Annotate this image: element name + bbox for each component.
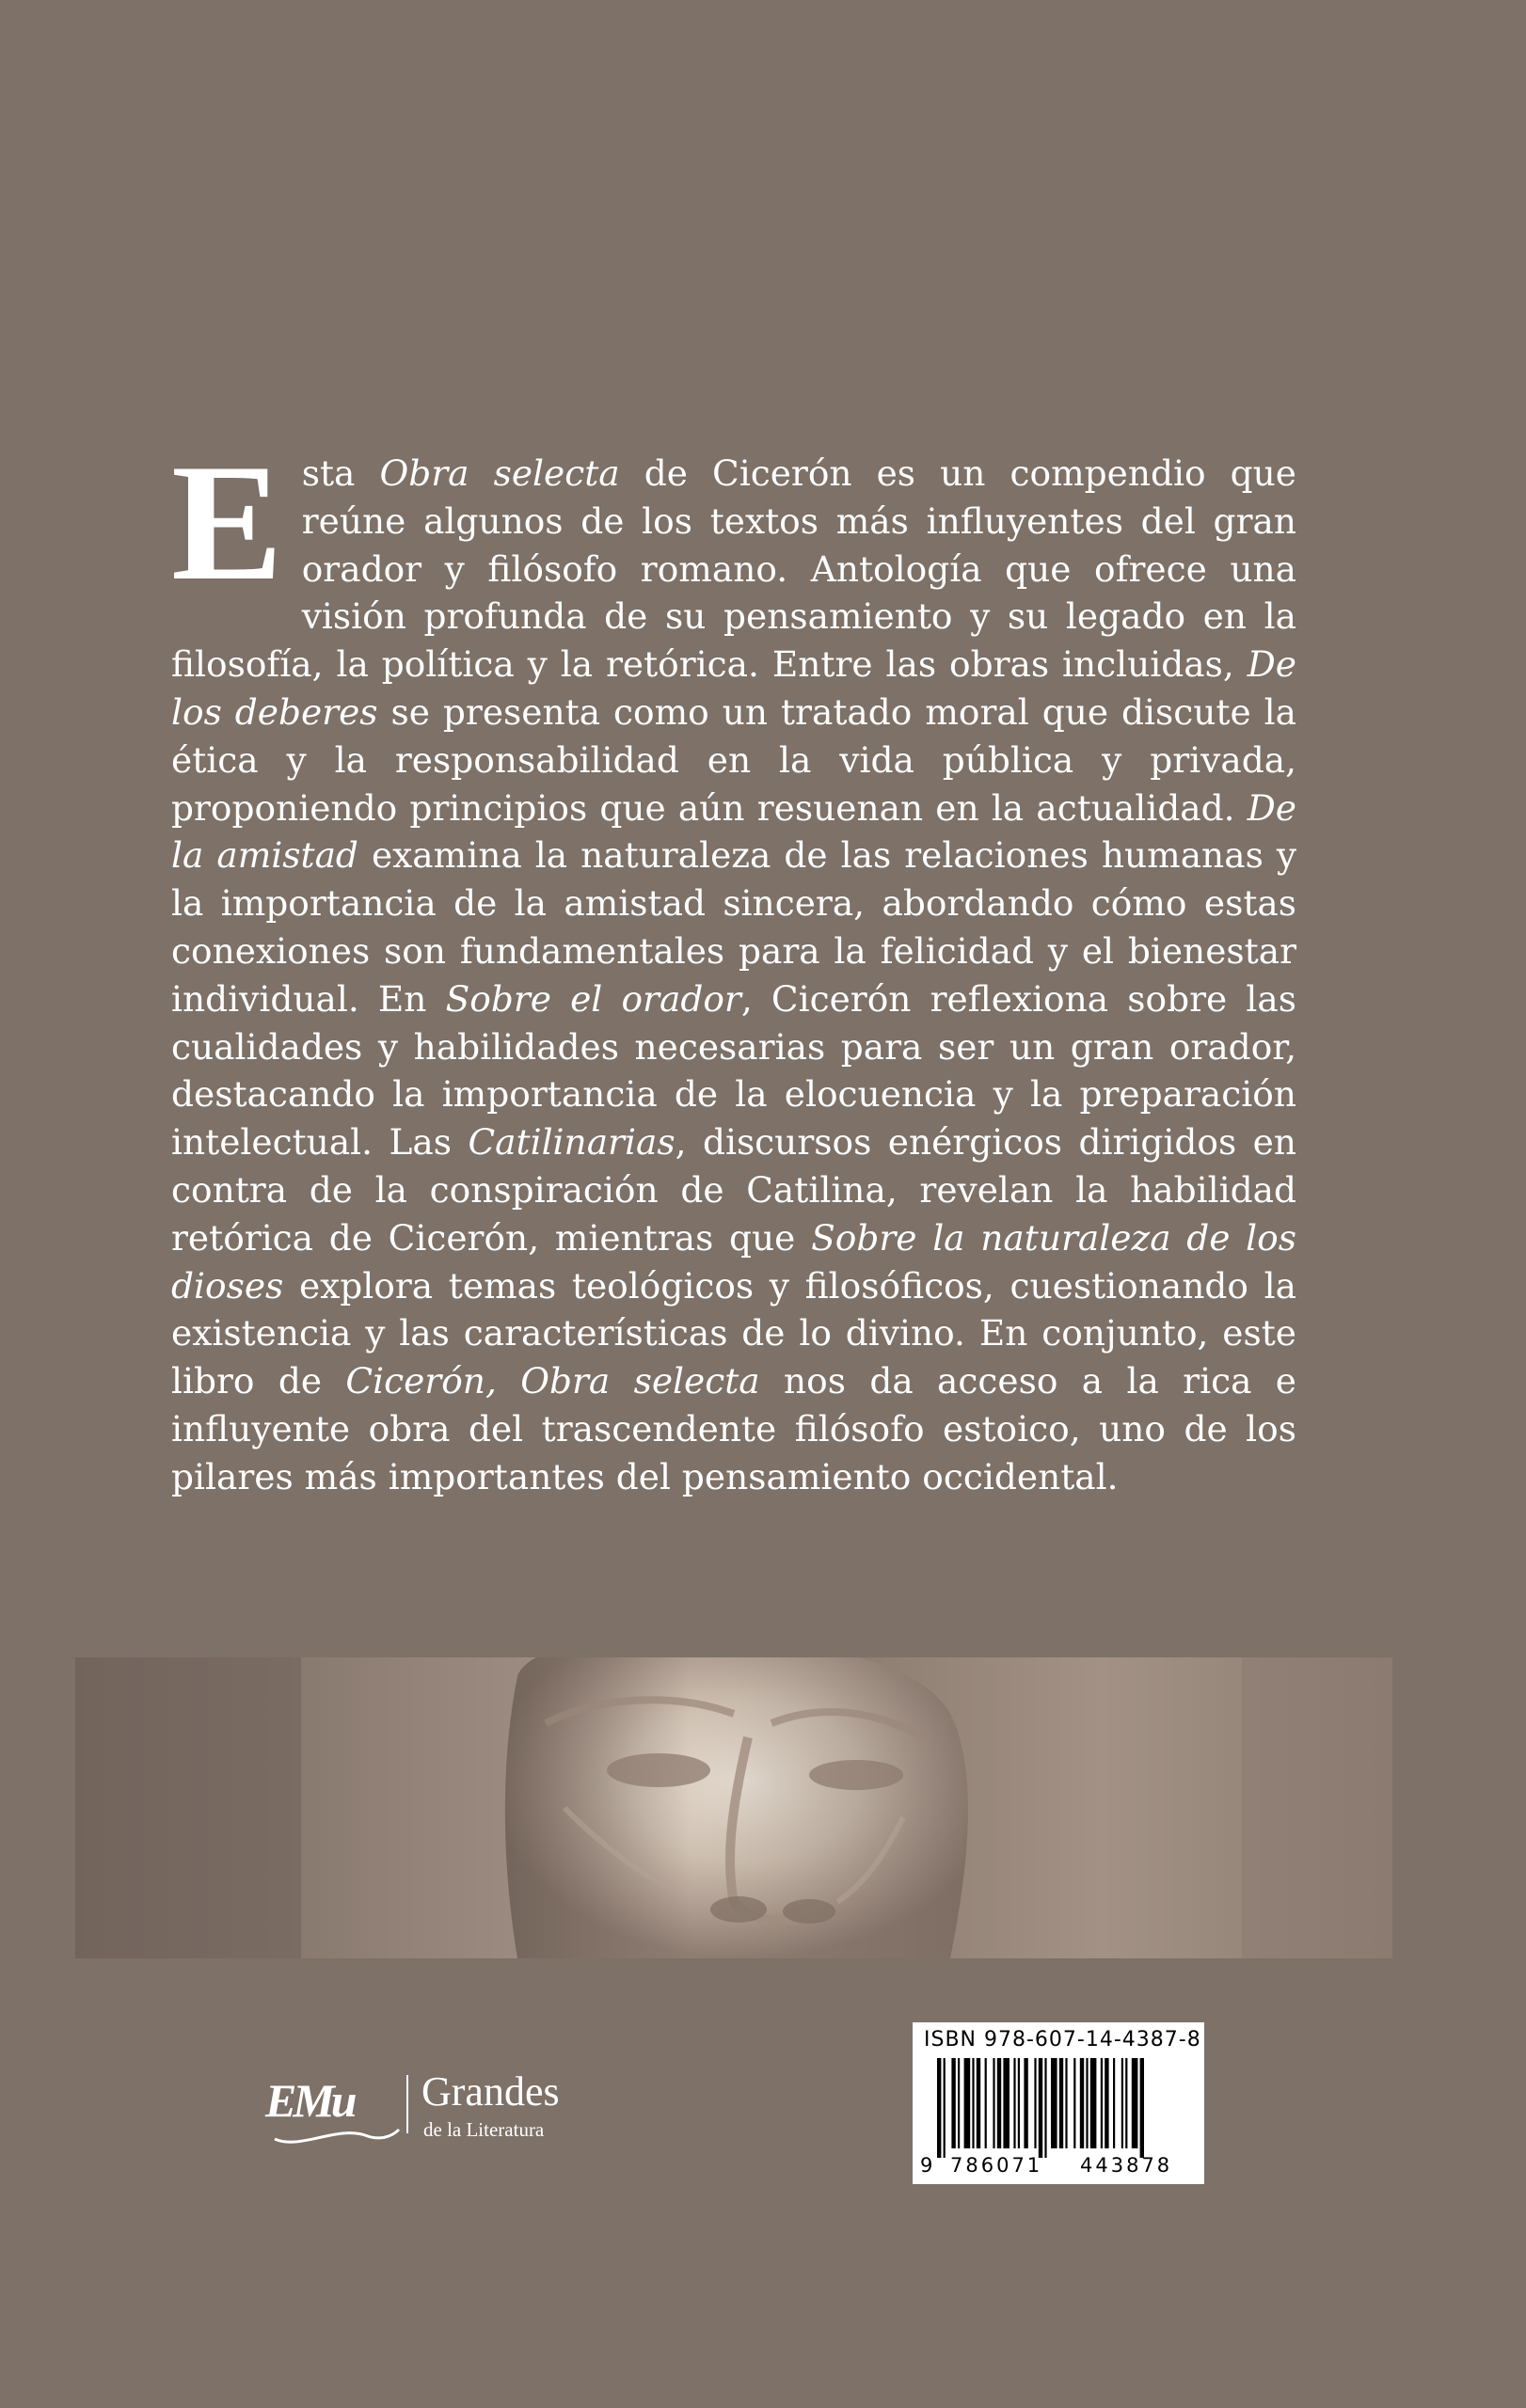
collection-subtitle: de la Literatura (423, 2118, 545, 2141)
barcode-bar (1051, 2058, 1057, 2148)
barcode-bar (1018, 2058, 1020, 2148)
barcode-bar (1125, 2058, 1127, 2148)
barcode-bar (997, 2058, 1001, 2148)
blurb-text: , Cicerón reflexiona sobre las cualidades y habilidades necesarias para ser un gran orador, destacando la importancia de la elocuencia y la preparación intelectual. Las (171, 977, 1296, 1164)
italic-title: Obra selecta (379, 452, 620, 494)
barcode-bar (1003, 2058, 1009, 2148)
barcode-bar (977, 2058, 980, 2148)
barcode-bar (937, 2058, 941, 2158)
barcode-bar (993, 2058, 994, 2148)
barcode-bar (1080, 2058, 1084, 2148)
barcode-bar (1132, 2058, 1138, 2148)
blurb-text: explora temas teológicos y filosóficos, cuestionando la existencia y las características de lo divino. En conjunto, este libro de (171, 1264, 1296, 1402)
barcode-bar (972, 2058, 974, 2148)
isbn-barcode-box (913, 2022, 1204, 2184)
italic-title: De los deberes (171, 643, 1296, 733)
barcode-digit-lead: 9 (920, 2154, 933, 2177)
barcode-bar (1059, 2058, 1063, 2148)
barcode-bar (1105, 2058, 1108, 2148)
publisher-mark: EMu (265, 2074, 354, 2127)
publisher-logo (265, 2069, 604, 2154)
barcode-bar (1039, 2058, 1042, 2158)
barcode-bar (1113, 2058, 1115, 2148)
barcode-bar (944, 2058, 946, 2158)
drop-cap-letter: E (171, 450, 283, 615)
barcode-bar (1044, 2058, 1046, 2158)
back-cover-blurb (171, 450, 1296, 1607)
logo-divider (406, 2075, 408, 2133)
barcode-bar (1024, 2058, 1027, 2148)
barcode-bar (985, 2058, 987, 2148)
isbn-number: ISBN 978-607-14-4387-8 (924, 2028, 1201, 2052)
blurb-text: examina la naturaleza de las relaciones humanas y la importancia de la amistad sincera, abordando cómo estas conexiones son fundamentales para la felicidad y el bienestar individual. En (171, 834, 1296, 1020)
barcode-bar (1121, 2058, 1123, 2148)
italic-title: Sobre el orador (445, 977, 741, 1020)
barcode-bar (1065, 2058, 1067, 2148)
barcode-bar (1034, 2058, 1036, 2148)
italic-title: Catilinarias (468, 1121, 676, 1164)
barcode-bar (958, 2058, 960, 2148)
italic-title: Cicerón, Obra selecta (345, 1360, 760, 1402)
barcode-bar (1090, 2058, 1097, 2148)
barcode-bar (1086, 2058, 1088, 2148)
logo-swash-icon (271, 2122, 403, 2150)
barcode-bar (1073, 2058, 1075, 2148)
italic-title: Sobre la naturaleza de los dioses (171, 1216, 1296, 1307)
barcode-digits-left: 786071 (950, 2154, 1043, 2177)
italic-title: De la amistad (171, 786, 1296, 877)
blurb-text: sta (301, 452, 380, 494)
cicero-bust-photo (75, 1657, 1392, 1958)
barcode-bar (1013, 2058, 1015, 2148)
barcode-bar (964, 2058, 971, 2148)
bust-illustration (75, 1657, 1392, 1958)
barcode-bar (1101, 2058, 1103, 2148)
barcode-bar (951, 2058, 955, 2148)
blurb-text: nos da acceso a la rica e influyente obra del trascendente filósofo estoico, uno de los pilares más importantes del pensamiento occidental. (171, 1360, 1296, 1497)
blurb-text: se presenta como un tratado moral que discute la ética y la responsabilidad en la vida pública y privada, proponiendo principios que aún resuenan en la actualidad. (171, 690, 1296, 829)
barcode-icon (937, 2058, 1193, 2158)
barcode-digits-right: 443878 (1080, 2154, 1173, 2177)
barcode-bar (1140, 2058, 1144, 2158)
collection-title: Grandes (421, 2068, 560, 2115)
blurb-text: de Cicerón es un compendio que reúne algunos de los textos más influyentes del gran orador y filósofo romano. Antología que ofrece una visión profunda de su pensamiento y su legado en la filosofía, la política y la retórica. Entre las obras incluidas, (171, 452, 1296, 686)
blurb-text: , discursos enérgicos dirigidos en contra de la conspiración de Catilina, revelan la habilidad retórica de Cicerón, mientras que (171, 1121, 1296, 1259)
